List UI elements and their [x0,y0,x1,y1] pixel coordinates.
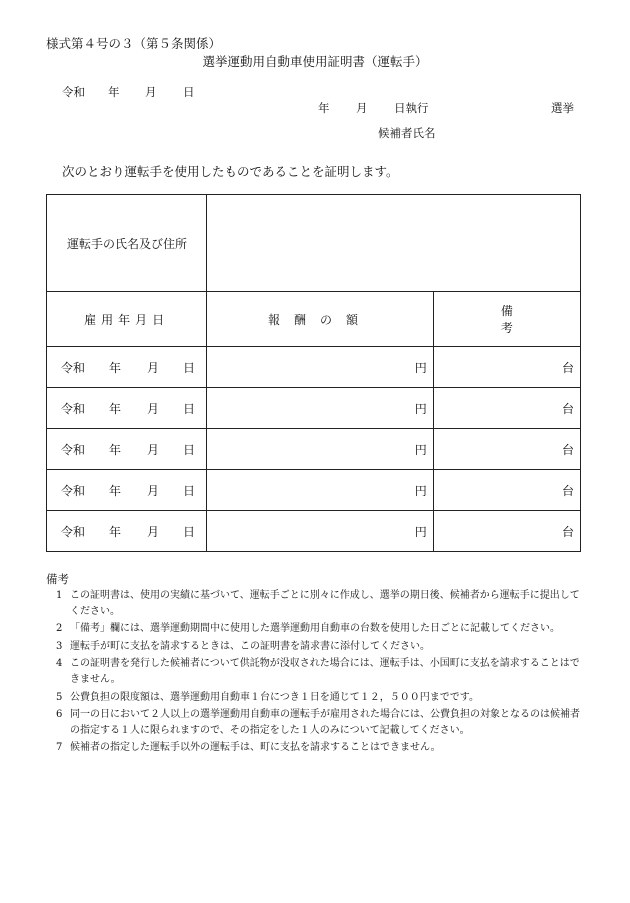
row-amount-field[interactable] [207,429,433,470]
row-year: 年 [109,524,122,539]
issue-date-era: 令和 [62,85,85,99]
election-date [318,100,429,116]
row-era: 令和 [61,483,86,498]
certificate-table [46,194,581,552]
election-held: 日執行 [394,101,429,115]
row-month: 月 [147,401,160,416]
row-era: 令和 [61,524,86,539]
notes-heading: 備考 [46,572,69,586]
note-item [56,588,584,619]
row-remarks-field[interactable] [433,511,580,552]
driver-field[interactable] [207,195,581,292]
row-remarks-field[interactable] [433,388,580,429]
note-number: 1 [56,590,63,601]
header-employment-date: 雇用年月日 [47,292,207,347]
row-year: 年 [109,360,122,375]
table-row [47,511,581,552]
row-day: 日 [183,524,196,539]
row-date-field[interactable] [47,347,207,388]
note-text: 候補者の指定した運転手以外の運転手は、町に支払を請求することはできません。 [70,742,441,754]
note-item [56,621,584,637]
note-item [56,656,584,687]
note-number: 6 [56,709,63,721]
header-remarks: 備考 [433,292,580,347]
form-number: 様式第４号の３（第５条関係） [46,36,222,51]
row-amount-field[interactable] [207,347,433,388]
table-row [47,470,581,511]
row-era: 令和 [61,401,86,416]
row-era: 令和 [61,360,86,375]
row-day: 日 [183,442,196,457]
note-number: 2 [56,623,63,635]
note-text: 「備考」欄には、選挙運動期間中に使用した選挙運動用自動車の台数を使用した日ごとに記載してください。 [70,623,560,635]
note-item [56,639,584,655]
row-year: 年 [109,483,122,498]
note-number: 3 [56,640,63,652]
yen-unit: 円 [414,401,427,416]
election-suffix: 選挙 [551,101,574,115]
row-era: 令和 [61,442,86,457]
note-item [56,707,584,738]
driver-row [47,195,581,292]
vehicle-count-unit: 台 [561,524,574,539]
row-date-field[interactable] [47,388,207,429]
row-date-field[interactable] [47,429,207,470]
row-remarks-field[interactable] [433,470,580,511]
note-text: 同一の日において２人以上の選挙運動用自動車の運転手が雇用された場合には、公費負担の対象となるのは候補者の指定する１人に限られますので、その指定をした１人のみについて記載してください。 [70,709,580,736]
row-month: 月 [147,360,160,375]
row-month: 月 [147,483,160,498]
issue-date-year: 年 [108,85,120,99]
note-text: この証明書を発行した候補者について供託物が没収された場合には、運転手は、小国町に支払を請求することはできません。 [70,658,580,685]
row-month: 月 [147,442,160,457]
election-year: 年 [318,101,330,115]
yen-unit: 円 [414,360,427,375]
note-item [56,690,584,706]
certification-statement: 次のとおり運転手を使用したものであることを証明します。 [62,164,399,179]
notes-list [56,588,584,758]
note-text: 運転手が町に支払を請求するときは、この証明書を請求書に添付してください。 [70,640,430,652]
note-text: この証明書は、使用の実績に基づいて、運転手ごとに別々に作成し、選挙の期日後、候補者から運転手に提出してください。 [70,590,580,617]
vehicle-count-unit: 台 [561,360,574,375]
yen-unit: 円 [414,524,427,539]
row-remarks-field[interactable] [433,429,580,470]
yen-unit: 円 [414,442,427,457]
row-day: 日 [183,401,196,416]
row-amount-field[interactable] [207,470,433,511]
note-number: 5 [56,691,63,703]
row-amount-field[interactable] [207,511,433,552]
document-title: 選挙運動用自動車使用証明書（運転手） [202,54,428,69]
driver-label: 運転手の氏名及び住所 [47,195,207,292]
note-number: 7 [56,742,63,754]
row-day: 日 [183,483,196,498]
yen-unit: 円 [414,483,427,498]
note-text: 公費負担の限度額は、選挙運動用自動車１台につき１日を通じて１２，５００円までです。 [70,691,479,703]
row-day: 日 [183,360,196,375]
row-amount-field[interactable] [207,388,433,429]
row-year: 年 [109,401,122,416]
table-row [47,429,581,470]
row-year: 年 [109,442,122,457]
row-date-field[interactable] [47,511,207,552]
issue-date [62,84,195,100]
header-row [47,292,581,347]
table-row [47,347,581,388]
row-month: 月 [147,524,160,539]
issue-date-day: 日 [183,85,195,99]
issue-date-month: 月 [145,85,157,99]
note-number: 4 [56,658,63,670]
vehicle-count-unit: 台 [561,483,574,498]
candidate-name-label: 候補者氏名 [378,126,436,140]
row-date-field[interactable] [47,470,207,511]
election-month: 月 [356,101,368,115]
header-remuneration: 報酬の額 [207,292,433,347]
vehicle-count-unit: 台 [561,442,574,457]
row-remarks-field[interactable] [433,347,580,388]
note-item [56,740,584,756]
vehicle-count-unit: 台 [561,401,574,416]
table-row [47,388,581,429]
